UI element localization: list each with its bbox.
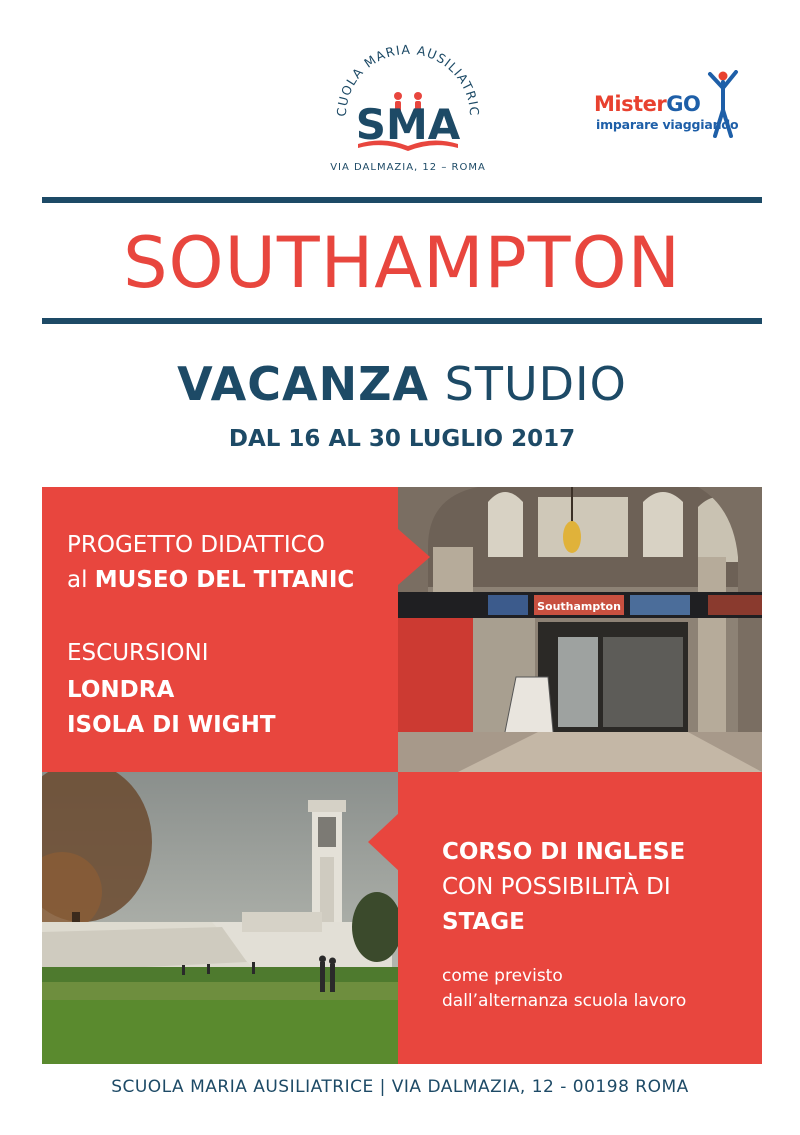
arrow-decoration — [398, 529, 430, 585]
southampton-sign: Southampton — [537, 600, 621, 613]
excursion-wight: ISOLA DI WIGHT — [67, 712, 276, 738]
course-line3: STAGE — [442, 909, 525, 935]
walking-person-icon — [706, 70, 740, 138]
mistergo-tagline: imparare viaggiando — [596, 117, 739, 132]
excursions-label: ESCURSIONI — [67, 640, 209, 666]
course-line2: CON POSSIBILITÀ DI — [442, 874, 671, 900]
project-line2: al MUSEO DEL TITANIC — [67, 567, 355, 593]
project-line1: PROGETTO DIDATTICO — [67, 532, 325, 558]
subtitle-bold: VACANZA — [177, 357, 430, 411]
excursion-london: LONDRA — [67, 677, 175, 703]
dates: DAL 16 AL 30 LUGLIO 2017 — [228, 426, 576, 452]
sma-logo — [328, 38, 488, 178]
subtitle-light: STUDIO — [444, 357, 627, 411]
footer-address: SCUOLA MARIA AUSILIATRICE | VIA DALMAZIA, 12 - 00198 ROMA — [111, 1077, 689, 1097]
civic-centre-photo — [42, 772, 398, 1064]
title-rule-top — [42, 197, 762, 203]
mistergo-logo — [594, 70, 744, 140]
note-line2: dall’alternanza scuola lavoro — [442, 991, 687, 1011]
museum-photo — [398, 487, 762, 772]
sma-address: VIA DALMAZIA, 12 – ROMA — [330, 162, 486, 173]
page-title: SOUTHAMPTON — [123, 222, 681, 304]
title-rule-bottom — [42, 318, 762, 324]
note-line1: come previsto — [442, 966, 563, 986]
mistergo-wordmark: MisterGO — [594, 92, 701, 116]
arrow-decoration-left — [368, 812, 400, 872]
panel-course — [398, 772, 762, 1064]
sma-monogram: SMA — [355, 100, 461, 149]
sma-arc-text: CUOLA MARIA AUSILIATRIC — [333, 41, 483, 117]
subtitle — [42, 352, 762, 416]
course-line1: CORSO DI INGLESE — [442, 839, 686, 865]
panel-program — [42, 487, 398, 772]
